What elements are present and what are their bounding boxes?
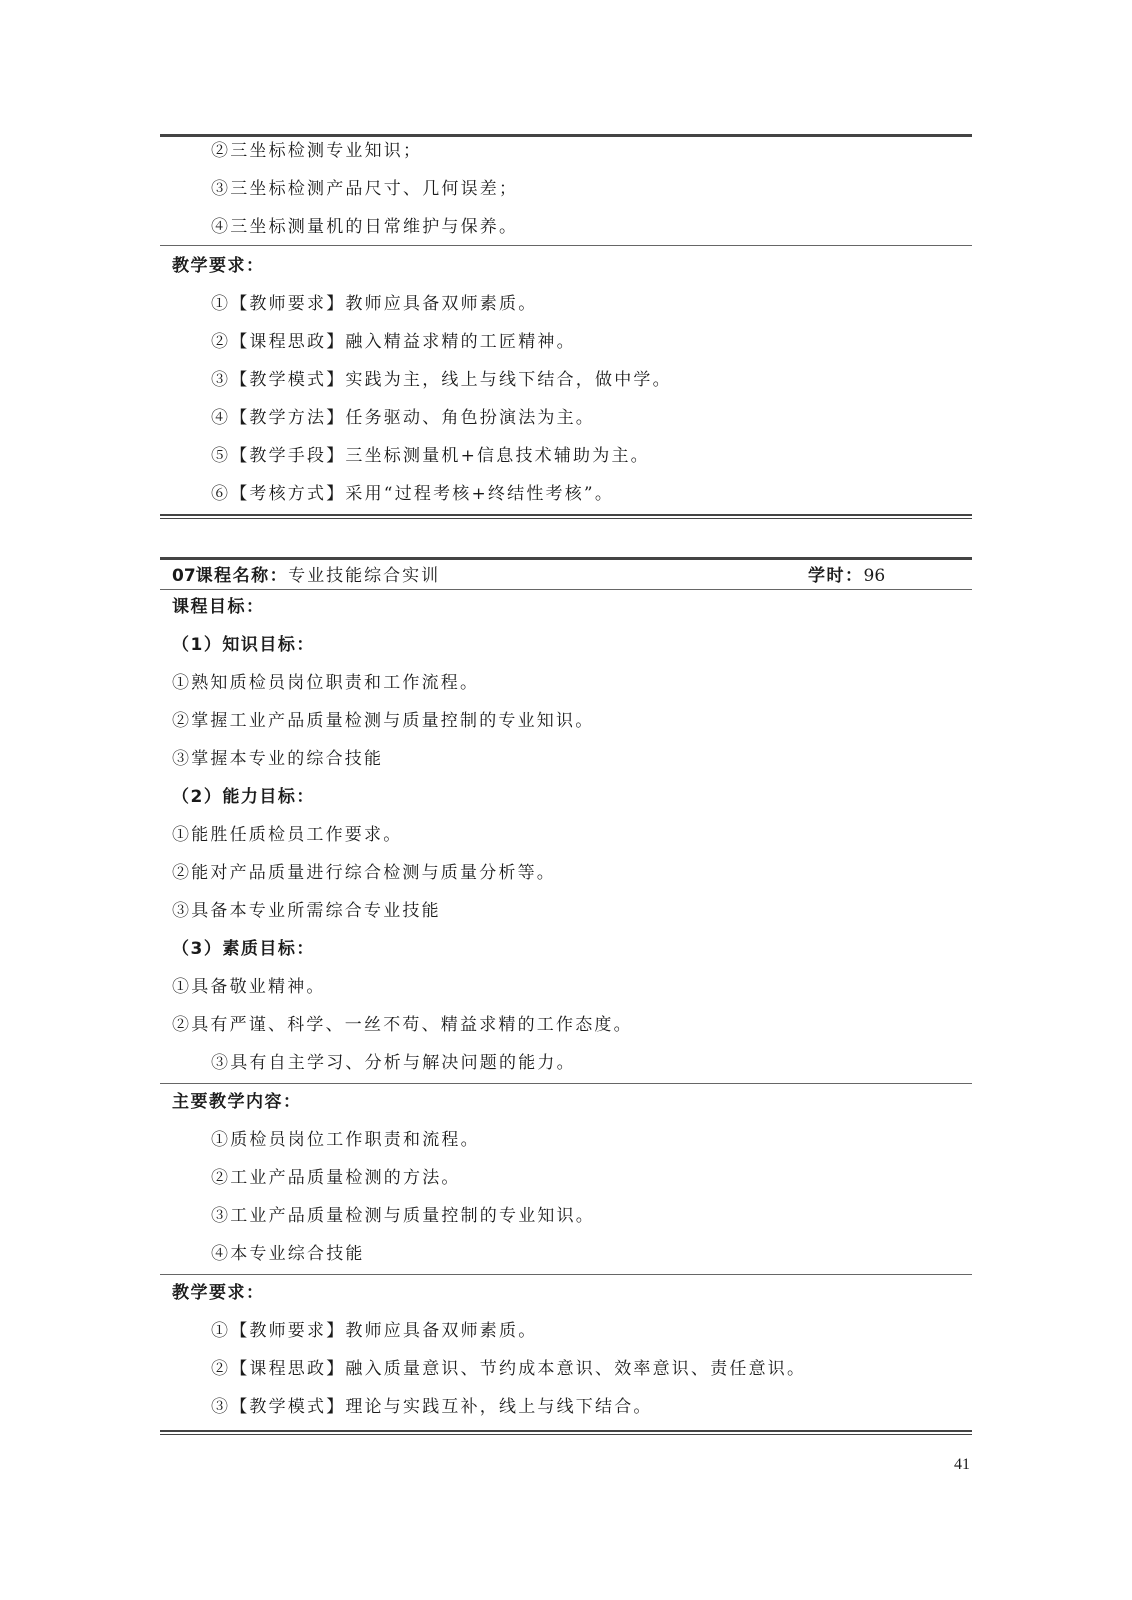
course-top-rule [160, 557, 972, 560]
list-item: ⑤【教学手段】三坐标测量机+信息技术辅助为主。 [211, 446, 650, 466]
section-divider [160, 1083, 972, 1084]
course-name: 专业技能综合实训 [288, 566, 441, 586]
page-number: 41 [954, 1456, 970, 1473]
section-end-rule [160, 1430, 972, 1435]
list-item: ②掌握工业产品质量检测与质量控制的专业知识。 [172, 711, 595, 731]
list-item: ③【教学模式】实践为主，线上与线下结合，做中学。 [211, 370, 672, 390]
list-item: ①质检员岗位工作职责和流程。 [211, 1130, 480, 1150]
list-item: ④三坐标测量机的日常维护与保养。 [211, 217, 519, 237]
requirements-heading: 教学要求： [172, 256, 265, 276]
section-end-rule [160, 514, 972, 519]
list-item: ②能对产品质量进行综合检测与质量分析等。 [172, 863, 556, 883]
course-header-divider [160, 589, 972, 590]
hours-value: 96 [863, 566, 886, 586]
ability-heading: （2）能力目标： [172, 787, 315, 807]
course-hours [808, 561, 885, 586]
list-item: ①【教师要求】教师应具备双师素质。 [211, 294, 538, 314]
list-item: ③具备本专业所需综合专业技能 [172, 901, 441, 921]
hours-label: 学时： [808, 566, 864, 586]
list-item: ③具有自主学习、分析与解决问题的能力。 [211, 1053, 576, 1073]
goals-heading: 课程目标： [172, 597, 265, 617]
course-name-label: 课程名称： [195, 566, 289, 586]
list-item: ①具备敬业精神。 [172, 977, 326, 997]
list-item: ①熟知质检员岗位职责和工作流程。 [172, 673, 480, 693]
list-item: ④【教学方法】任务驱动、角色扮演法为主。 [211, 408, 595, 428]
list-item: ②三坐标检测专业知识； [211, 141, 423, 161]
list-item: ②具有严谨、科学、一丝不苟、精益求精的工作态度。 [172, 1015, 633, 1035]
list-item: ⑥【考核方式】采用“过程考核+终结性考核”。 [211, 484, 615, 504]
list-item: ②【课程思政】融入质量意识、节约成本意识、效率意识、责任意识。 [211, 1359, 807, 1379]
list-item: ③三坐标检测产品尺寸、几何误差； [211, 179, 519, 199]
list-item: ③掌握本专业的综合技能 [172, 749, 384, 769]
knowledge-heading: （1）知识目标： [172, 635, 315, 655]
list-item: ④本专业综合技能 [211, 1244, 365, 1264]
section-divider [160, 1274, 972, 1275]
section-divider [160, 245, 972, 246]
content-heading: 主要教学内容： [172, 1092, 302, 1112]
list-item: ①能胜任质检员工作要求。 [172, 825, 403, 845]
list-item: ②工业产品质量检测的方法。 [211, 1168, 461, 1188]
course-number: 07 [172, 566, 196, 586]
list-item: ②【课程思政】融入精益求精的工匠精神。 [211, 332, 576, 352]
quality-heading: （3）素质目标： [172, 939, 315, 959]
requirements-heading: 教学要求： [172, 1283, 265, 1303]
list-item: ③工业产品质量检测与质量控制的专业知识。 [211, 1206, 595, 1226]
list-item: ①【教师要求】教师应具备双师素质。 [211, 1321, 538, 1341]
course-title [172, 561, 440, 586]
list-item: ③【教学模式】理论与实践互补，线上与线下结合。 [211, 1397, 653, 1417]
